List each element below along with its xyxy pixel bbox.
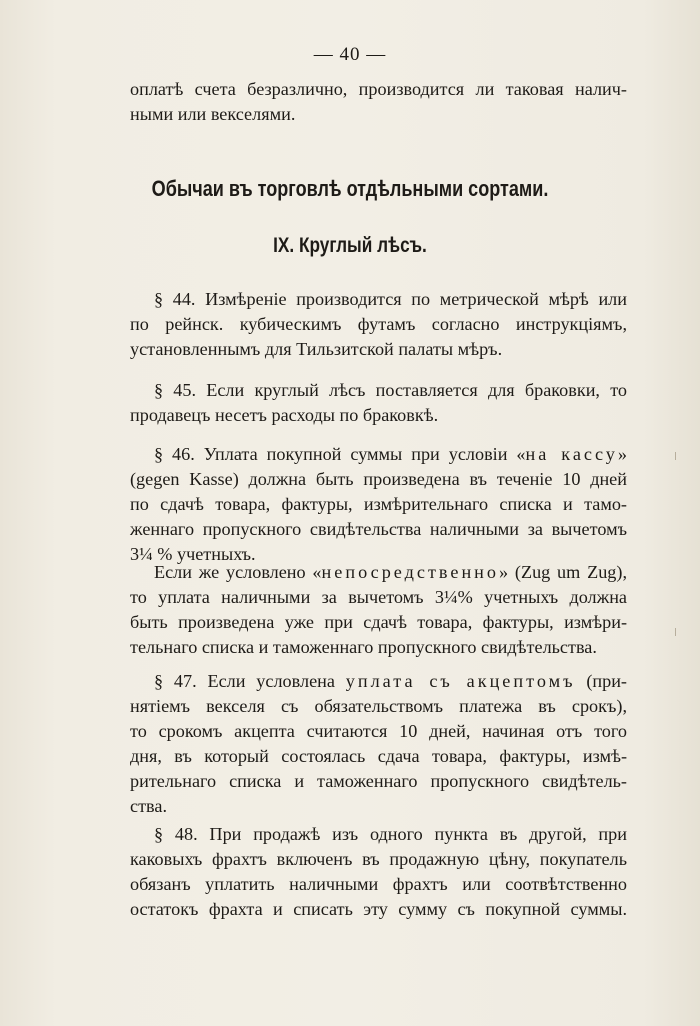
spaced-term: непосредственно bbox=[321, 562, 500, 582]
text-line: быть произведена уже при сдачѣ товара, фактуры, измѣри- bbox=[130, 612, 627, 632]
continuation-paragraph bbox=[130, 77, 627, 127]
text-line: по сдачѣ товара, фактуры, измѣрительнаго списка и тамо- bbox=[130, 494, 627, 514]
text-line: установленнымъ для Тильзитской палаты мѣръ. bbox=[130, 339, 503, 359]
text-line: продавецъ несетъ расходы по браковкѣ. bbox=[130, 405, 439, 425]
margin-mark bbox=[675, 452, 682, 460]
text-line: обязанъ уплатить наличными фрахтъ или соотвѣтственно bbox=[130, 874, 627, 894]
text-line: по рейнск. кубическимъ футамъ согласно инструкціямъ, bbox=[130, 314, 627, 334]
text-line: Если же условлено «непосредственно» (Zug um Zug), bbox=[154, 562, 627, 582]
text-line: § 46. Уплата покупной суммы при условіи «на кассу» bbox=[154, 444, 627, 464]
text-line: то уплата наличными за вычетомъ 3¼% учетныхъ должна bbox=[130, 587, 627, 607]
section-title: Обычаи въ торговлѣ отдѣльными сортами. bbox=[151, 176, 549, 201]
text-line: дня, въ который состоялась сдача товара, фактуры, измѣ- bbox=[130, 746, 627, 766]
text-line: ными или векселями. bbox=[130, 104, 296, 124]
text-line: тельнаго списка и таможеннаго пропускного свидѣтельства. bbox=[130, 637, 597, 657]
text-line: (gegen Kasse) должна быть произведена въ теченіе 10 дней bbox=[130, 469, 627, 489]
text-line: § 44. Измѣреніе производится по метрической мѣрѣ или bbox=[154, 289, 627, 309]
paragraph-46-continued bbox=[130, 560, 627, 660]
text-line: § 45. Если круглый лѣсъ поставляется для браковки, то bbox=[154, 380, 627, 400]
text-line: ства. bbox=[130, 796, 167, 816]
spaced-term: уплата съ акцептомъ bbox=[345, 671, 576, 691]
text-line: § 48. При продажѣ изъ одного пункта въ другой, при bbox=[154, 824, 627, 844]
text-line: § 47. Если условлена уплата съ акцептомъ (при- bbox=[154, 671, 627, 691]
text-line: то срокомъ акцепта считаются 10 дней, начиная отъ того bbox=[130, 721, 627, 741]
text-line: рительнаго списка и таможеннаго пропускного свидѣтель- bbox=[130, 771, 627, 791]
spaced-term: на кассу bbox=[525, 444, 618, 464]
paragraph-48 bbox=[130, 822, 627, 922]
paragraph-47 bbox=[130, 669, 627, 819]
text-line: оплатѣ счета безразлично, производится ли таковая налич- bbox=[130, 79, 627, 99]
paragraph-45 bbox=[130, 378, 627, 428]
text-line: женнаго пропускного свидѣтельства наличными за вычетомъ bbox=[130, 519, 627, 539]
text-line: нятіемъ векселя съ обязательствомъ платежа въ срокъ), bbox=[130, 696, 627, 716]
page-number: — 40 — bbox=[313, 44, 387, 65]
text-line: 3¼ % учетныхъ. bbox=[130, 544, 256, 564]
text-line: остатокъ фрахта и списать эту сумму съ покупной суммы. bbox=[130, 899, 627, 919]
paragraph-46 bbox=[130, 442, 627, 567]
margin-mark bbox=[675, 628, 682, 636]
paragraph-44 bbox=[130, 287, 627, 362]
chapter-title: IX. Круглый лѣсъ. bbox=[273, 234, 427, 257]
text-line: каковыхъ фрахтъ включенъ въ продажную цѣну, покупатель bbox=[130, 849, 627, 869]
